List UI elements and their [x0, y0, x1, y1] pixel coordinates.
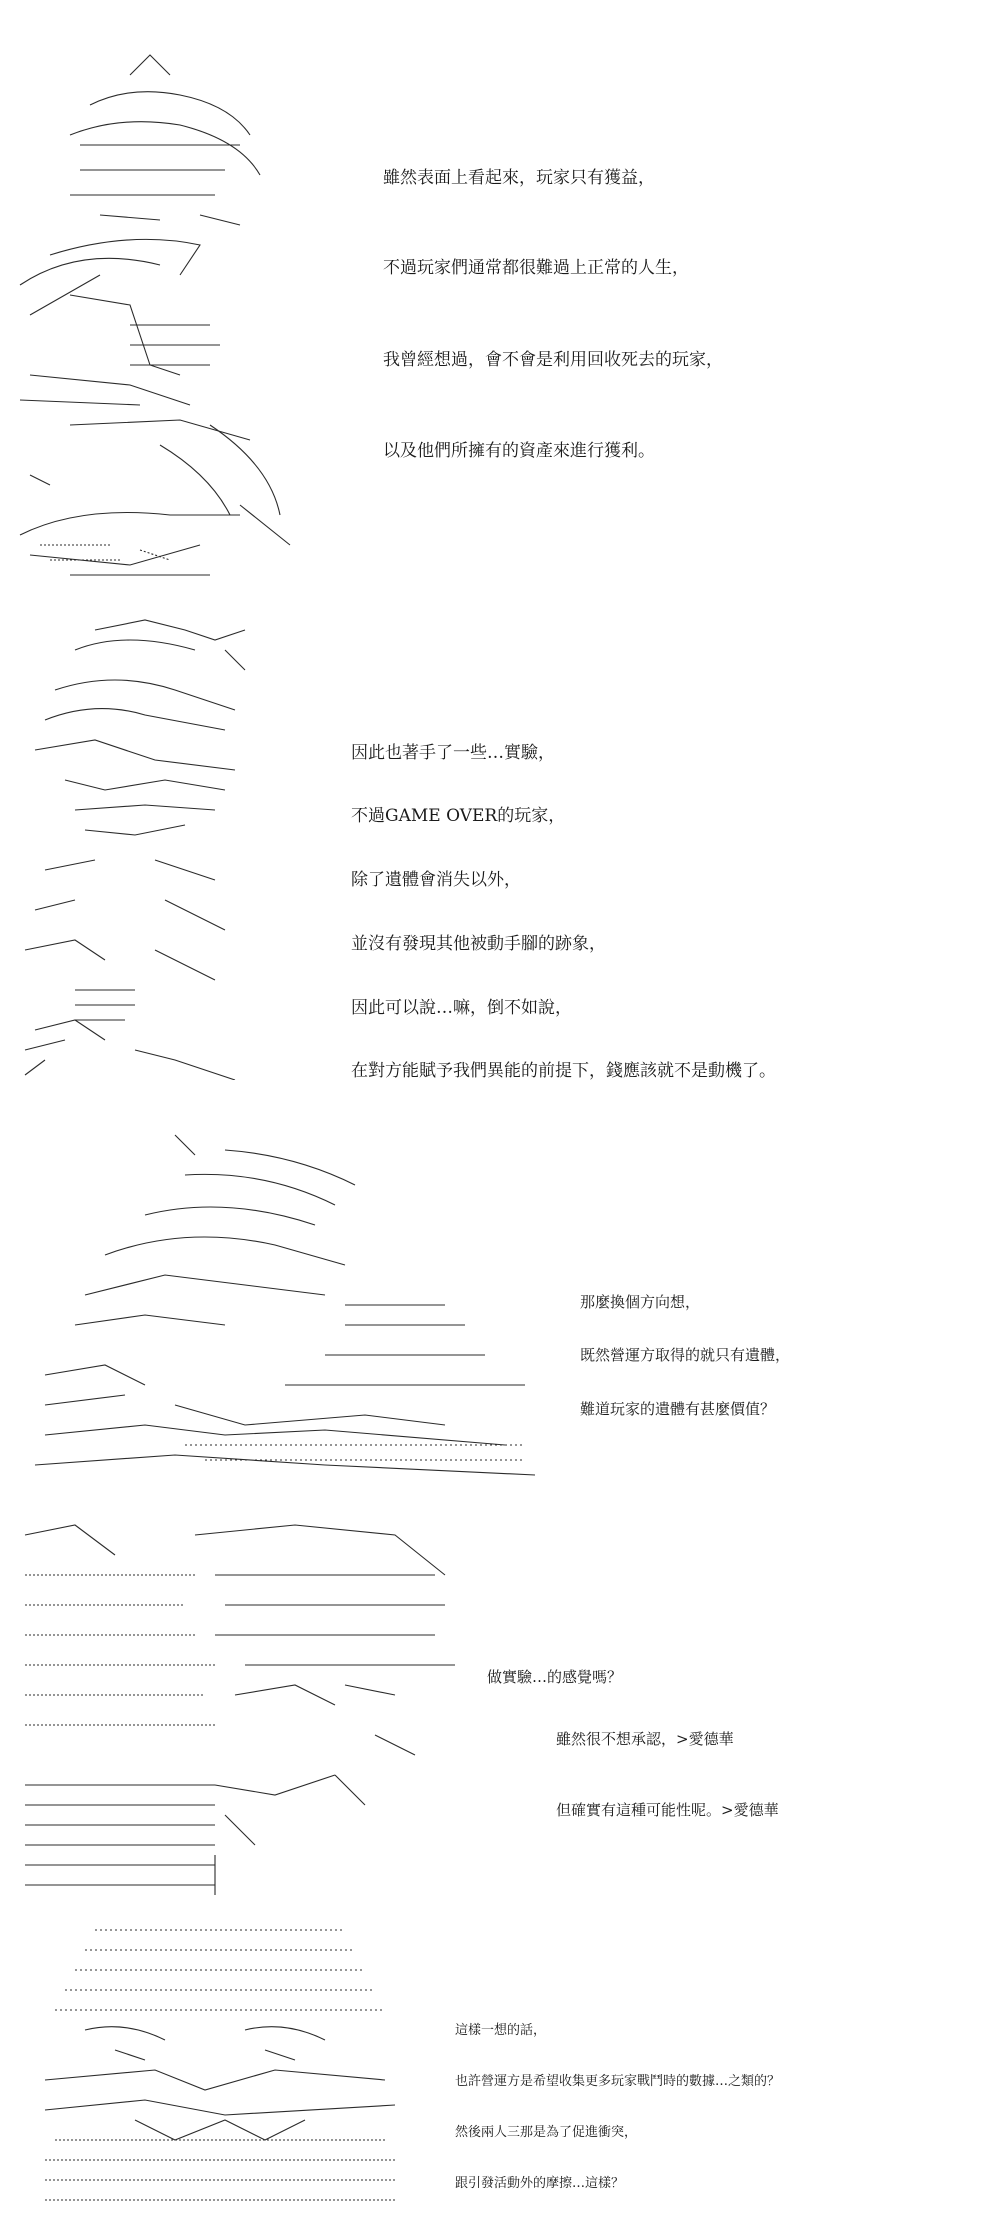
panel-5-line-4: 跟引發活動外的摩擦…這樣？: [455, 2176, 625, 2191]
panel-4-line-3: 但確實有這種可能性呢。>愛德華: [556, 1801, 779, 1819]
panel-4-line-1: 做實驗…的感覺嗎？: [487, 1668, 623, 1686]
panel-5-line-3: 然後兩人三那是為了促進衝突，: [455, 2125, 638, 2140]
panel-1-line-3: 我曾經想過，會不會是利用回收死去的玩家，: [383, 350, 723, 370]
panel-2-line-1: 因此也著手了一些…實驗，: [351, 743, 555, 763]
panel-3-line-2: 既然營運方取得的就只有遺體，: [580, 1346, 791, 1364]
ascii-art-character-1: [10, 45, 310, 585]
panel-1-line-1: 雖然表面上看起來，玩家只有獲益，: [383, 168, 655, 188]
ascii-art-character-4: [15, 1515, 455, 1905]
panel-5-line-1: 這樣一想的話，: [455, 2023, 547, 2038]
panel-4: [0, 1510, 1000, 1910]
panel-3: [0, 1120, 1000, 1500]
panel-2-line-2: 不過GAME OVER的玩家，: [351, 806, 566, 826]
panel-2-line-4: 並沒有發現其他被動手腳的跡象，: [351, 934, 606, 954]
ascii-art-character-5: [25, 1920, 415, 2220]
panel-5-line-2: 也許營運方是希望收集更多玩家戰鬥時的數據…之類的？: [455, 2074, 781, 2089]
ascii-art-character-2: [15, 610, 255, 1080]
panel-3-line-1: 那麼換個方向想，: [580, 1293, 701, 1311]
panel-3-line-3: 難道玩家的遺體有甚麼價值？: [580, 1400, 776, 1418]
ascii-art-character-3: [25, 1125, 545, 1495]
panel-2-line-5: 因此可以說…嘛，倒不如說，: [351, 998, 572, 1018]
panel-1: [0, 0, 1000, 590]
panel-2-line-6: 在對方能賦予我們異能的前提下，錢應該就不是動機了。: [351, 1061, 776, 1081]
panel-5: [0, 1920, 1000, 2233]
panel-4-line-2: 雖然很不想承認，>愛德華: [556, 1730, 734, 1748]
panel-1-line-2: 不過玩家們通常都很難過上正常的人生，: [383, 258, 689, 278]
panel-2-line-3: 除了遺體會消失以外，: [351, 870, 521, 890]
panel-2: [0, 600, 1000, 1100]
panel-1-line-4: 以及他們所擁有的資產來進行獲利。: [383, 441, 655, 461]
